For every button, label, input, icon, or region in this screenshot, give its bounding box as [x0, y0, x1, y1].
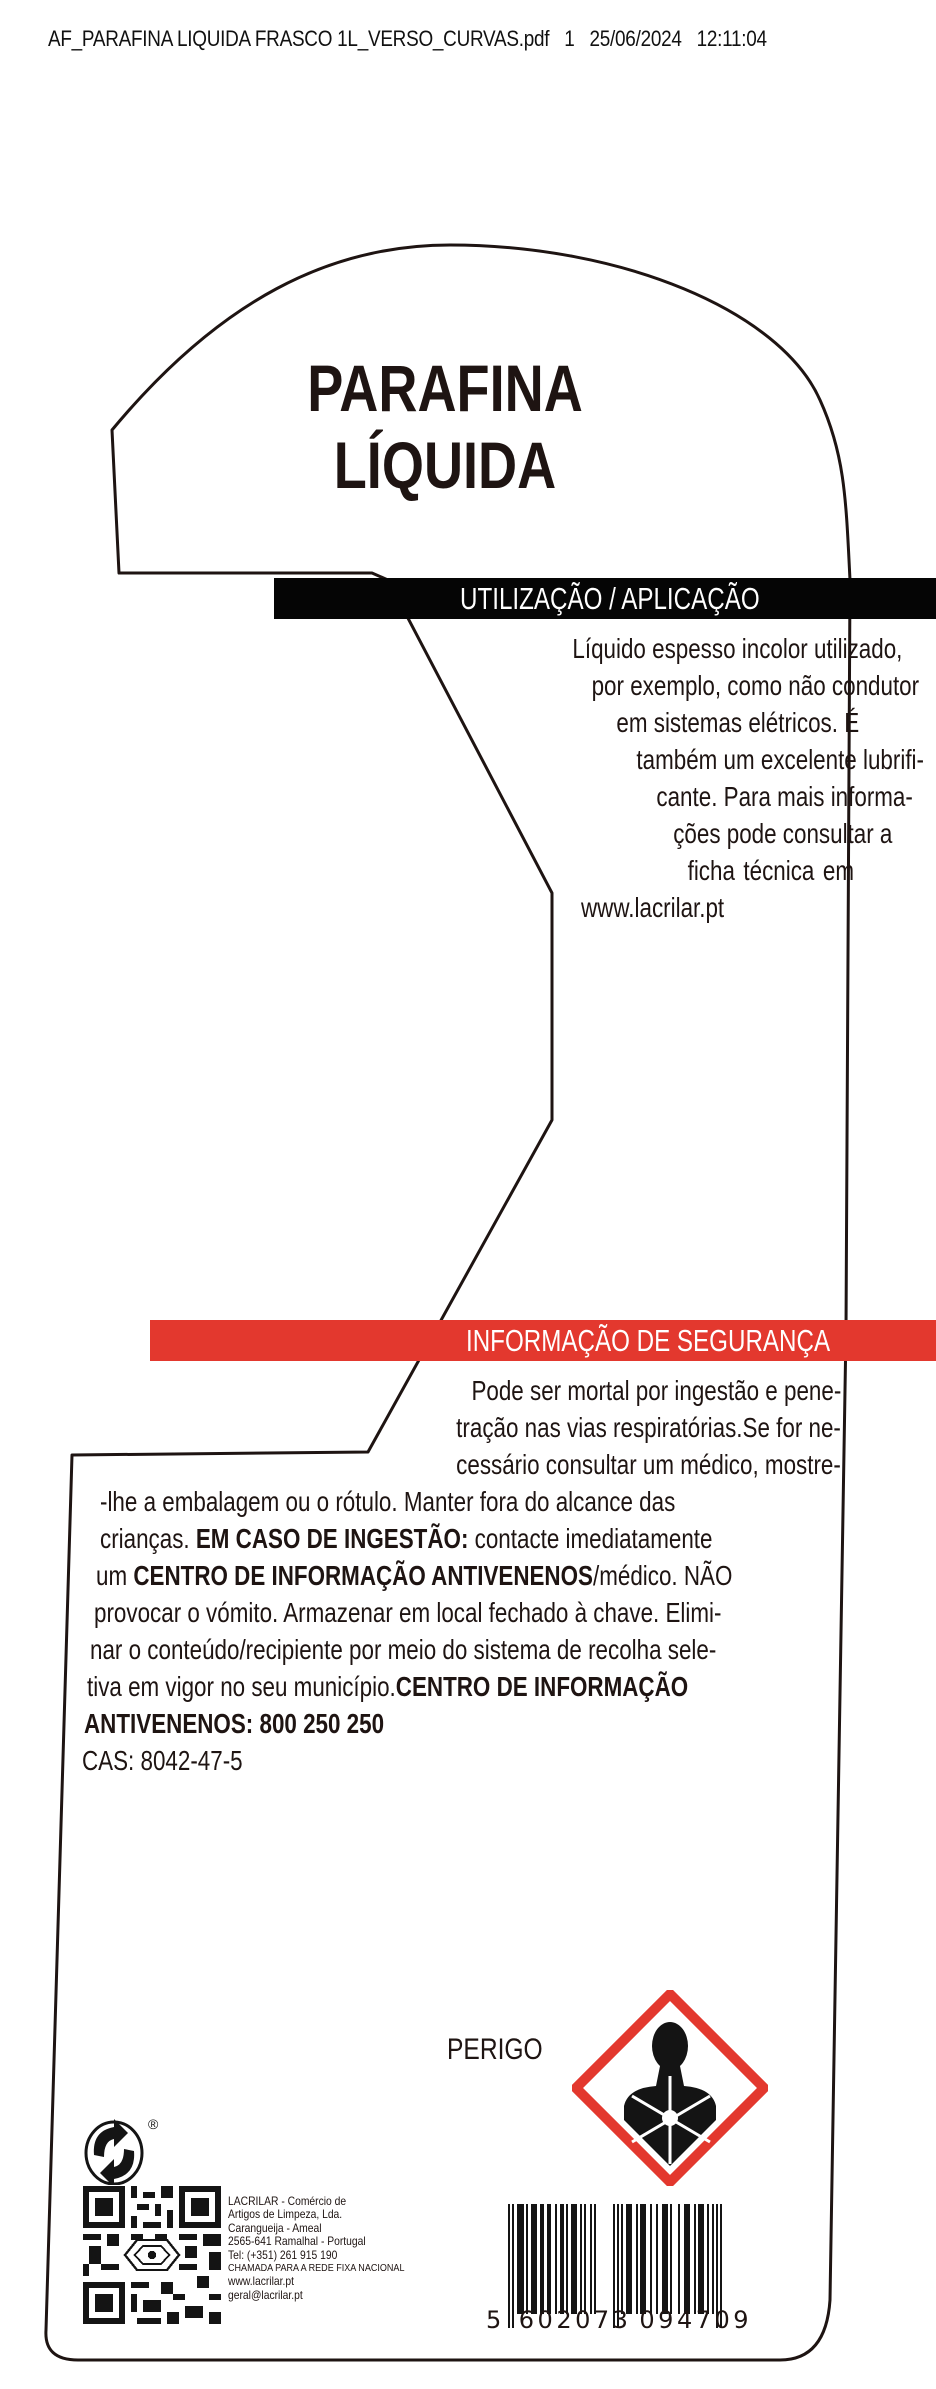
safety-text: crianças.	[100, 1523, 196, 1554]
usage-line: também um excelente lubrifi-	[636, 744, 924, 775]
safety-line	[96, 1557, 732, 1594]
cas-number: CAS: 8042-47-5	[82, 1745, 243, 1776]
company-locality: Carangueija - Ameal	[228, 2220, 322, 2235]
qr-code[interactable]	[83, 2186, 221, 2324]
safety-text: contacte imediatamente	[468, 1523, 713, 1554]
company-website[interactable]: www.lacrilar.pt	[228, 2274, 294, 2289]
safety-line: -lhe a embalagem ou o rótulo. Manter fora do alcance das	[100, 1486, 676, 1517]
safety-line: provocar o vómito. Armazenar em local fechado à chave. Elimi-	[94, 1597, 722, 1628]
company-postcode: 2565-641 Ramalhal - Portugal	[228, 2234, 366, 2249]
safety-line	[87, 1668, 688, 1705]
barcode-digits-right: 094709	[639, 2306, 753, 2334]
safety-text: tiva em vigor no seu município.	[87, 1671, 396, 1702]
company-name: LACRILAR - Comércio de	[228, 2194, 347, 2208]
poison-center-phone: ANTIVENENOS: 800 250 250	[84, 1708, 385, 1739]
usage-line: Líquido espesso incolor utilizado,	[572, 633, 903, 664]
barcode-digit-first: 5	[486, 2306, 505, 2334]
safety-line: nar o conteúdo/recipiente por meio do sistema de recolha sele-	[90, 1634, 717, 1665]
usage-line: por exemplo, como não condutor	[591, 670, 920, 701]
usage-line: cante. Para mais informa-	[656, 781, 913, 812]
product-title-line2: LÍQUIDA	[333, 428, 557, 502]
health-hazard-icon	[572, 1990, 768, 2186]
company-address	[228, 2195, 404, 2302]
company-name-cont: Artigos de Limpeza, Lda.	[228, 2207, 343, 2222]
safety-section-header	[150, 1320, 936, 1361]
safety-line: tração nas vias respiratórias.Se for ne-	[456, 1412, 841, 1443]
company-phone-note: CHAMADA PARA A REDE FIXA NACIONAL	[228, 2262, 405, 2275]
safety-line: cessário consultar um médico, mostre-	[456, 1449, 841, 1480]
safety-text: um	[96, 1560, 134, 1591]
green-dot-recycle-icon	[84, 2115, 162, 2185]
usage-description	[400, 630, 924, 950]
usage-website: www.lacrilar.pt	[581, 892, 725, 923]
company-email[interactable]: geral@lacrilar.pt	[228, 2287, 303, 2302]
pdf-header-info: AF_PARAFINA LIQUIDA FRASCO 1L_VERSO_CURVAS.pdf 1 25/06/2024 12:11:04	[48, 26, 767, 51]
safety-description	[82, 1372, 841, 1776]
safety-emphasis: CENTRO DE INFORMAÇÃO	[395, 1671, 689, 1702]
safety-line: Pode ser mortal por ingestão e pene-	[471, 1375, 841, 1406]
safety-emphasis: CENTRO DE INFORMAÇÃO ANTIVENENOS	[133, 1560, 593, 1591]
company-phone: Tel: (+351) 261 915 190	[228, 2247, 338, 2262]
barcode-digits	[486, 2306, 752, 2334]
usage-line: ficha técnica em	[687, 855, 854, 886]
product-title-line1: PARAFINA	[307, 351, 583, 425]
safety-line	[100, 1520, 712, 1557]
usage-line: em sistemas elétricos. É	[616, 707, 860, 738]
signal-word: PERIGO	[447, 2033, 543, 2066]
usage-heading: UTILIZAÇÃO / APLICAÇÃO	[460, 581, 760, 616]
registered-mark: ®	[148, 2116, 159, 2132]
usage-section-header	[274, 578, 936, 619]
safety-emphasis: EM CASO DE INGESTÃO:	[195, 1523, 469, 1554]
usage-line: ções pode consultar a	[673, 818, 893, 849]
barcode-digits-left: 602073	[518, 2306, 632, 2334]
safety-text: /médico. NÃO	[592, 1560, 733, 1591]
safety-heading: INFORMAÇÃO DE SEGURANÇA	[466, 1323, 831, 1358]
